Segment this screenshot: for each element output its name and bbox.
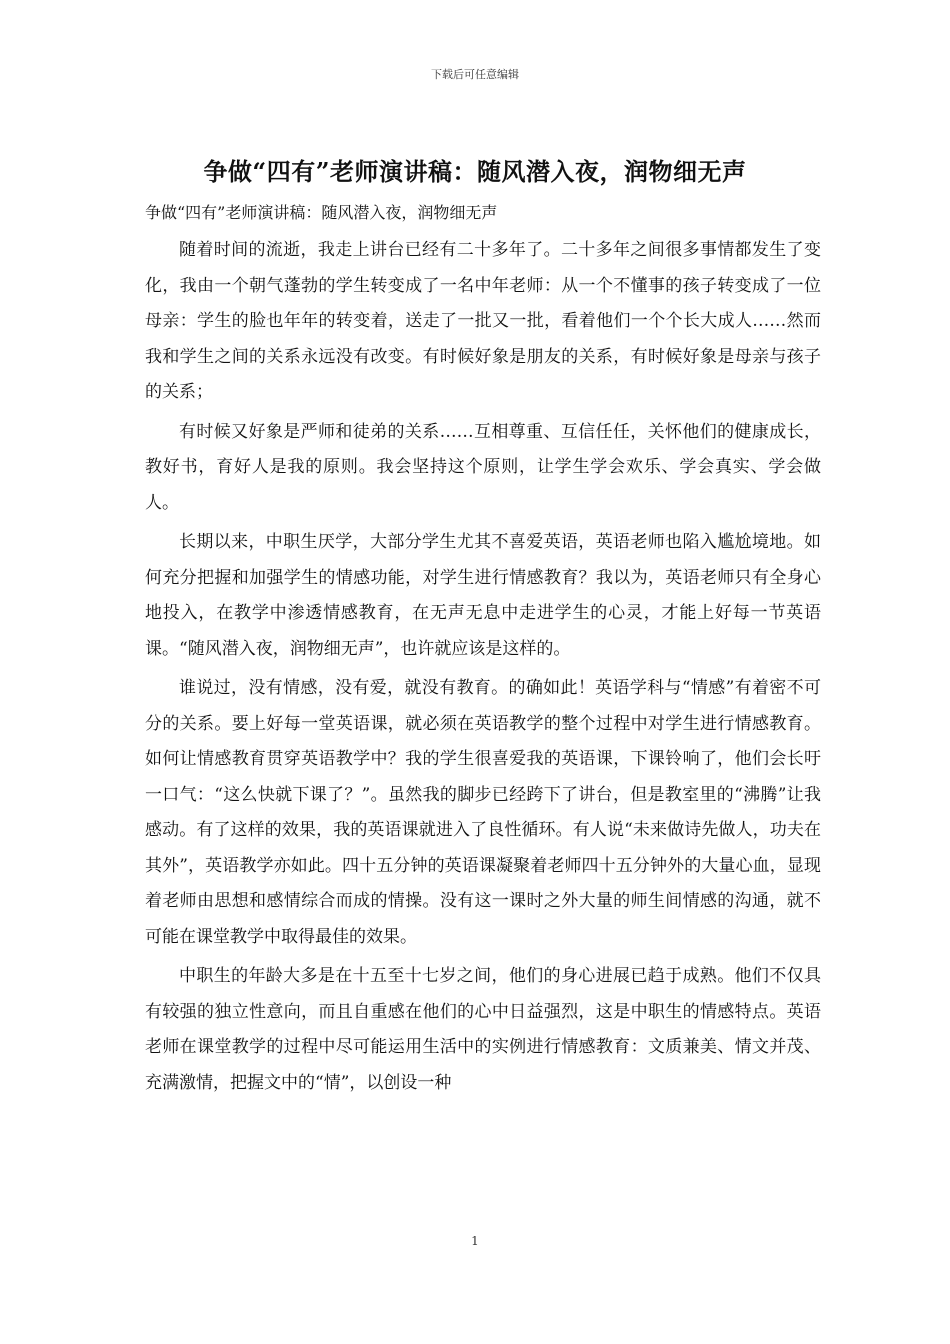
page-number: 1 [471,1234,479,1248]
paragraph-4: 谁说过，没有情感，没有爱，就没有教育。的确如此！英语学科与“情感”有着密不可分的关系。要上好每一堂英语课，就必须在英语教学的整个过程中对学生进行情感教育。如何让情感教育贯穿英语教学中？我的学生很喜爱我的英语课，下课铃响了，他们会长吁一口气：“这么快就下课了？”。虽然我的脚步已经跨下了讲台，但是教室里的“沸腾”让我感动。有了这样的效果，我的英语课就进入了良性循环。有人说“未来做诗先做人，功夫在其外”，英语教学亦如此。四十五分钟的英语课凝聚着老师四十五分钟外的大量心血，显现着老师由思想和感情综合而成的情操。没有这一课时之外大量的师生间情感的沟通，就不可能在课堂教学中取得最佳的效果。 [145,678,821,947]
paragraph-5: 中职生的年龄大多是在十五至十七岁之间，他们的身心进展已趋于成熟。他们不仅具有较强的独立性意向，而且自重感在他们的心中日益强烈，这是中职生的情感特点。英语老师在课堂教学的过程中尽可能运用生活中的实例进行情感教育：文质兼美、情文并茂、充满激情，把握文中的“情”，以创设一种 [145,966,821,1093]
document-title: 争做“四有”老师演讲稿：随风潜入夜，润物细无声 [203,157,747,186]
document-subtitle: 争做“四有”老师演讲稿：随风潜入夜，润物细无声 [145,203,498,222]
header-note: 下载后可任意编辑 [431,68,519,81]
document-body [145,196,821,1105]
paragraph-1: 随着时间的流逝，我走上讲台已经有二十多年了。二十多年之间很多事情都发生了变化，我由一个朝气蓬勃的学生转变成了一名中年老师：从一个不懂事的孩子转变成了一位母亲：学生的脸也年年的转变着，送走了一批又一批，看着他们一个个长大成人……然而我和学生之间的关系永远没有改变。有时候好象是朋友的关系，有时候好象是母亲与孩子的关系； [145,240,821,402]
paragraph-2: 有时候又好象是严师和徒弟的关系……互相尊重、互信任任，关怀他们的健康成长，教好书，育好人是我的原则。我会坚持这个原则，让学生学会欢乐、学会真实、学会做人。 [145,421,821,513]
paragraph-3: 长期以来，中职生厌学，大部分学生尤其不喜爱英语，英语老师也陷入尴尬境地。如何充分把握和加强学生的情感功能，对学生进行情感教育？我以为，英语老师只有全身心地投入，在教学中渗透情感教育，在无声无息中走进学生的心灵，才能上好每一节英语课。“随风潜入夜，润物细无声”，也许就应该是这样的。 [145,532,821,659]
